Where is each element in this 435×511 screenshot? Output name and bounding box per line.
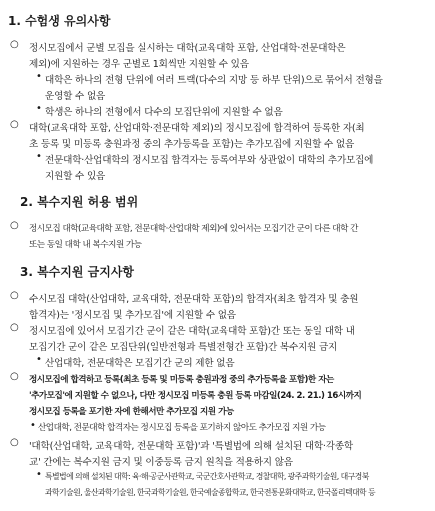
circle-bullet-icon: ○: [10, 437, 19, 448]
item-line: 수시모집 대학(산업대학, 교육대학, 전문대학 포함)의 합격자(최초 합격자 및 충원: [29, 294, 359, 305]
section-title-2: 2. 복수지원 허용 범위: [20, 195, 139, 209]
item-line-bold: 정시모집 등록을 포기한 자에 한해서만 추가모집 지원 가능: [29, 407, 234, 417]
sub-item-line: 지원할 수 있음: [45, 171, 106, 182]
item-line: '대학(산업대학, 교육대학, 전문대학 포함)'과 '특별법에 의해 설치된 대학·각종학: [29, 441, 353, 452]
circle-bullet-icon: ○: [10, 371, 19, 382]
sub-item-line: 운영할 수 없음: [45, 91, 106, 102]
circle-bullet-icon: ○: [10, 39, 19, 50]
item-line: 초 등록 및 미등록 충원과정 중의 추가등록을 포함)는 추가모집에 지원할 수 없음: [29, 139, 355, 150]
sub-item-line: 대학은 하나의 전형 단위에 여러 트랙(다수의 지망 등 하부 단위)으로 묶어서 전형을: [45, 75, 383, 86]
item-line: 또는 동일 대학 내 복수지원 가능: [29, 240, 142, 250]
circle-bullet-icon: ○: [10, 220, 19, 231]
bullet-dot-icon: •: [30, 420, 36, 431]
item-line: 모집기간 군이 같은 모집단위(일반전형과 특별전형간 포함)간 복수지원 금지: [29, 342, 338, 353]
bullet-dot-icon: •: [36, 71, 42, 82]
sub-item-line: 산업대학, 전문대학은 모집기간 군의 제한 없음: [45, 358, 235, 369]
item-line: 대학(교육대학 포함, 산업대학·전문대학 제외)의 정시모집에 합격하여 등록한 자(최: [29, 123, 365, 134]
section-title-3: 3. 복수지원 금지사항: [20, 265, 135, 279]
sub-item-line: 과학기술원, 울산과학기술원, 한국과학기술원, 한국예술종합학교, 한국전통문화대학교, 한국폴리텍대학 등: [45, 488, 375, 497]
sub-item-line: 특별법에 의해 설치된 대학: 육·해·공군사관학교, 국군간호사관학교, 경찰대학, 광주과학기술원, 대구경북: [45, 472, 369, 481]
sub-item-line: 전문대학·산업대학의 정시모집 합격자는 등록여부와 상관없이 대학의 추가모집에: [45, 155, 374, 166]
bullet-dot-icon: •: [36, 151, 42, 162]
circle-bullet-icon: ○: [10, 322, 19, 333]
item-line-bold: '추가모집'에 지원할 수 없으나, 다만 정시모집 미등록 충원 등록 마감일(24. 2. 21.) 16시까지: [29, 391, 362, 401]
item-line: 교' 간에는 복수지원 금지 및 이중등록 금지 원칙을 적용하지 않음: [29, 457, 293, 468]
item-line: 정시모집에서 군별 모집을 실시하는 대학(교육대학 포함, 산업대학·전문대학은: [29, 43, 346, 54]
item-line: 정시모집 대학(교육대학 포함, 전문대학·산업대학 제외)에 있어서는 모집기간 군이 다른 대학 간: [29, 224, 358, 234]
item-line: 합격자)는 '정시모집 및 추가모집'에 지원할 수 없음: [29, 310, 236, 321]
circle-bullet-icon: ○: [10, 290, 19, 301]
item-line-bold: 정시모집에 합격하고 등록(최초 등록 및 미등록 충원과정 중의 추가등록을 포함)한 자는: [29, 375, 334, 385]
item-line: 정시모집에 있어서 모집기간 군이 같은 대학(교육대학 포함)간 또는 동일 대학 내: [29, 326, 355, 337]
item-line: 제외)에 지원하는 경우 군별로 1회씩만 지원할 수 있음: [29, 59, 249, 70]
section-title-1: 1. 수험생 유의사항: [8, 14, 111, 28]
bullet-dot-icon: •: [36, 103, 42, 114]
bullet-dot-icon: •: [36, 469, 42, 480]
circle-bullet-icon: ○: [10, 119, 19, 130]
bullet-dot-icon: •: [36, 354, 42, 365]
sub-item-line: 학생은 하나의 전형에서 다수의 모집단위에 지원할 수 없음: [45, 107, 283, 118]
sub-item-line: 산업대학, 전문대학 합격자는 정시모집 등록을 포기하지 않아도 추가모집 지원 가능: [38, 423, 326, 433]
